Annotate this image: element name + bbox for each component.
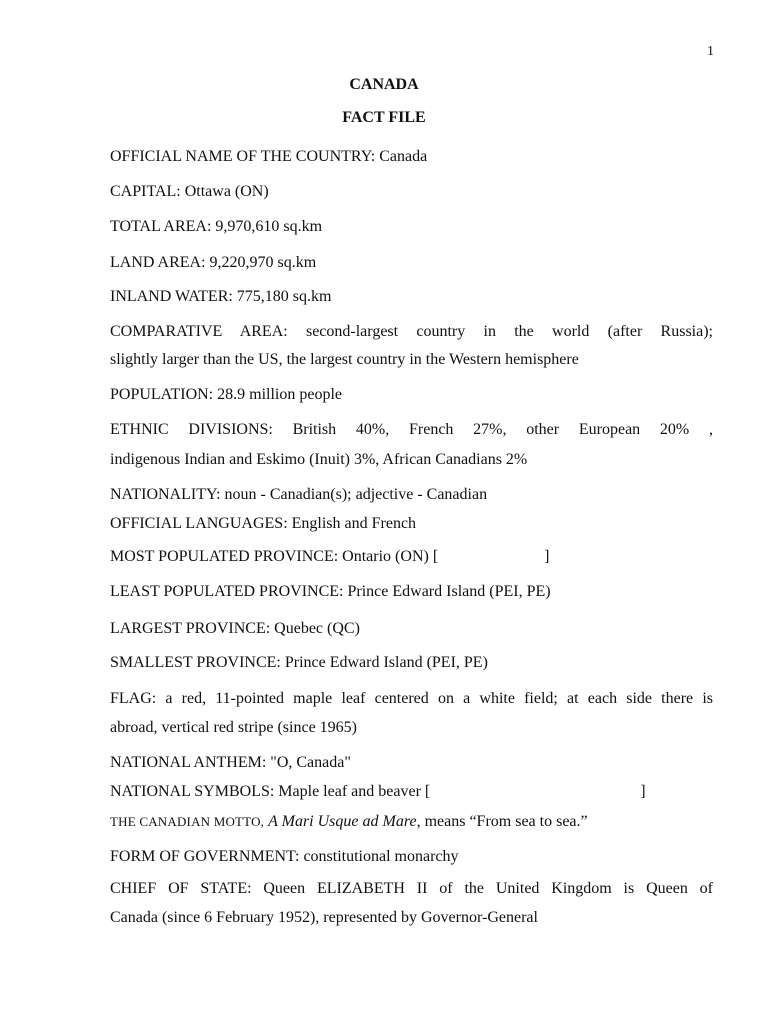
official-languages-line: OFFICIAL LANGUAGES: English and French <box>110 515 417 532</box>
national-symbols-text: NATIONAL SYMBOLS: Maple leaf and beaver [ <box>110 783 431 800</box>
anthem-line: NATIONAL ANTHEM: "O, Canada" <box>110 754 351 771</box>
ethnic-divisions-line-1: ETHNIC DIVISIONS: British 40%, French 27%, other European 20% , <box>110 421 713 438</box>
largest-province-line: LARGEST PROVINCE: Quebec (QC) <box>110 620 360 637</box>
chief-of-state-line-1: CHIEF OF STATE: Queen ELIZABETH II of the United Kingdom is Queen of <box>110 880 713 897</box>
document-subtitle: FACT FILE <box>342 109 426 126</box>
page-number: 1 <box>707 44 714 59</box>
total-area-line: TOTAL AREA: 9,970,610 sq.km <box>110 218 323 235</box>
flag-line-1: FLAG: a red, 11-pointed maple leaf centered on a white field; at each side there is <box>110 690 713 707</box>
least-populated-line: LEAST POPULATED PROVINCE: Prince Edward Island (PEI, PE) <box>110 583 551 600</box>
flag-line-2: abroad, vertical red stripe (since 1965) <box>110 719 358 736</box>
motto-suffix: , means “From sea to sea.” <box>416 813 588 830</box>
inland-water-line: INLAND WATER: 775,180 sq.km <box>110 288 332 305</box>
motto-prefix: THE CANADIAN MOTTO, <box>110 814 265 829</box>
nationality-line: NATIONALITY: noun - Canadian(s); adjective - Canadian <box>110 486 488 503</box>
population-line: POPULATION: 28.9 million people <box>110 386 342 403</box>
motto-latin: A Mari Usque ad Mare <box>268 813 417 830</box>
chief-of-state-line-2: Canada (since 6 February 1952), represented by Governor-General <box>110 909 538 926</box>
motto-line <box>110 812 713 832</box>
national-symbols-line <box>110 782 713 802</box>
official-name-line: OFFICIAL NAME OF THE COUNTRY: Canada <box>110 148 428 165</box>
capital-line: CAPITAL: Ottawa (ON) <box>110 183 269 200</box>
comparative-area-line-1: COMPARATIVE AREA: second-largest country in the world (after Russia); <box>110 323 713 340</box>
document-title: CANADA <box>349 76 419 93</box>
government-line: FORM OF GOVERNMENT: constitutional monarchy <box>110 848 459 865</box>
ethnic-divisions-line-2: indigenous Indian and Eskimo (Inuit) 3%, African Canadians 2% <box>110 451 528 468</box>
most-populated-close-bracket: ] <box>544 548 550 565</box>
national-symbols-close-bracket: ] <box>640 783 646 800</box>
most-populated-line <box>110 547 713 567</box>
comparative-area-line-2: slightly larger than the US, the largest country in the Western hemisphere <box>110 351 579 368</box>
smallest-province-line: SMALLEST PROVINCE: Prince Edward Island (PEI, PE) <box>110 654 488 671</box>
land-area-line: LAND AREA: 9,220,970 sq.km <box>110 254 317 271</box>
most-populated-text: MOST POPULATED PROVINCE: Ontario (ON) [ <box>110 548 439 565</box>
